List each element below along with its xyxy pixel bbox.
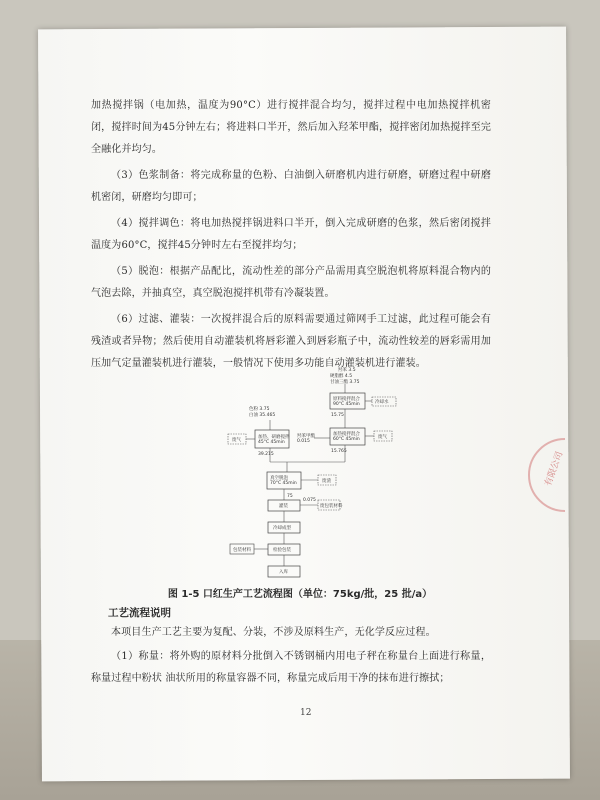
box-mix-60-text: 加热搅拌混合 60°C 45min	[333, 432, 360, 442]
label-n2: 39.215	[258, 452, 274, 457]
label-waste-gas-right: 废气	[378, 435, 387, 440]
label-mid-inputs: 羟苯甲酯 0.015	[297, 434, 315, 444]
paragraph: （5）脱泡：根据产品配比，流动性差的部分产品需用真空脱泡机将原料混合物内的气泡去除，并抽真空，真空脱泡搅拌机带有冷凝装置。	[91, 266, 491, 299]
label-residue: 废渣	[322, 479, 331, 484]
label-left-inputs: 色粉 3.75 白油 35.465	[249, 407, 276, 418]
section-heading: 工艺流程说明	[108, 607, 171, 619]
label-n5: 0.075	[303, 498, 316, 503]
label-pack-material: 包装材料	[233, 548, 251, 553]
paragraph: （1）称量：将外购的原材料分批倒入不锈钢桶内用电子秤在称量台上面进行称量，称量过程中粉状 油状所用的称量容器不同，称量完成后用干净的抹布进行擦拭；	[91, 651, 491, 684]
bottom-text	[91, 622, 491, 690]
box-store-text: 入库	[279, 570, 288, 575]
label-cooling-water: 冷却水	[375, 400, 389, 405]
box-cool-text: 冷却成型	[273, 526, 291, 531]
figure-caption: 图 1-5 口红生产工艺流程图（单位：75kg/批，25 批/a）	[167, 589, 433, 600]
box-mix-90-text: 原料搅拌混合 90°C 45min	[333, 397, 360, 407]
paragraph: （4）搅拌调色：将电加热搅拌锅进料口半开，倒入完成研磨的色浆，然后密闭搅拌温度为60°C，搅拌45分钟时左右至搅拌均匀；	[91, 218, 491, 251]
label-n3: 15.765	[331, 449, 347, 454]
company-seal-text: 有限公司	[543, 450, 566, 488]
label-waste-gas-left: 废气	[232, 438, 241, 443]
paragraph: 加热搅拌锅（电加热，温度为90°C）进行搅拌混合均匀，搅拌过程中电加热搅拌机密闭，搅拌时间为45分钟左右；将进料口半开，然后加入羟苯甲酯，搅拌密闭加热搅拌至完全融化并均匀。	[91, 100, 491, 155]
paragraph: （6）过滤、灌装：一次搅拌混合后的原料需要通过筛网手工过滤，此过程可能会有残渣或者异物；然后使用自动灌装机将唇彩灌入到唇彩瓶子中，流动性较差的唇彩需用加压加气定量灌装机进行灌装，一般情况下使用多功能自动灌装机进行灌装。	[91, 314, 491, 369]
paragraph: （3）色浆制备：将完成称量的色粉、白油倒入研磨机内进行研磨，研磨过程中研磨机密闭，研磨均匀即可；	[91, 170, 491, 203]
box-inspect-text: 检验包装	[273, 548, 291, 553]
box-degas-text: 真空脱泡 70°C 45min	[270, 476, 297, 486]
box-grind-text: 加热、研磨搅拌 45°C 45min	[258, 435, 290, 445]
label-top-inputs: 羟苯 3.5 硬脂醇 4.5 甘油三酯 3.75	[330, 368, 360, 385]
label-n1: 15.75	[331, 413, 344, 418]
paragraph: 本项目生产工艺主要为复配、分装，不涉及原料生产，无化学反应过程。	[111, 627, 436, 638]
label-waste-mat: 废包装材料	[320, 504, 343, 509]
box-fill-text: 灌装	[279, 504, 288, 509]
label-n4: 75	[287, 494, 293, 499]
page-number: 12	[300, 708, 312, 718]
